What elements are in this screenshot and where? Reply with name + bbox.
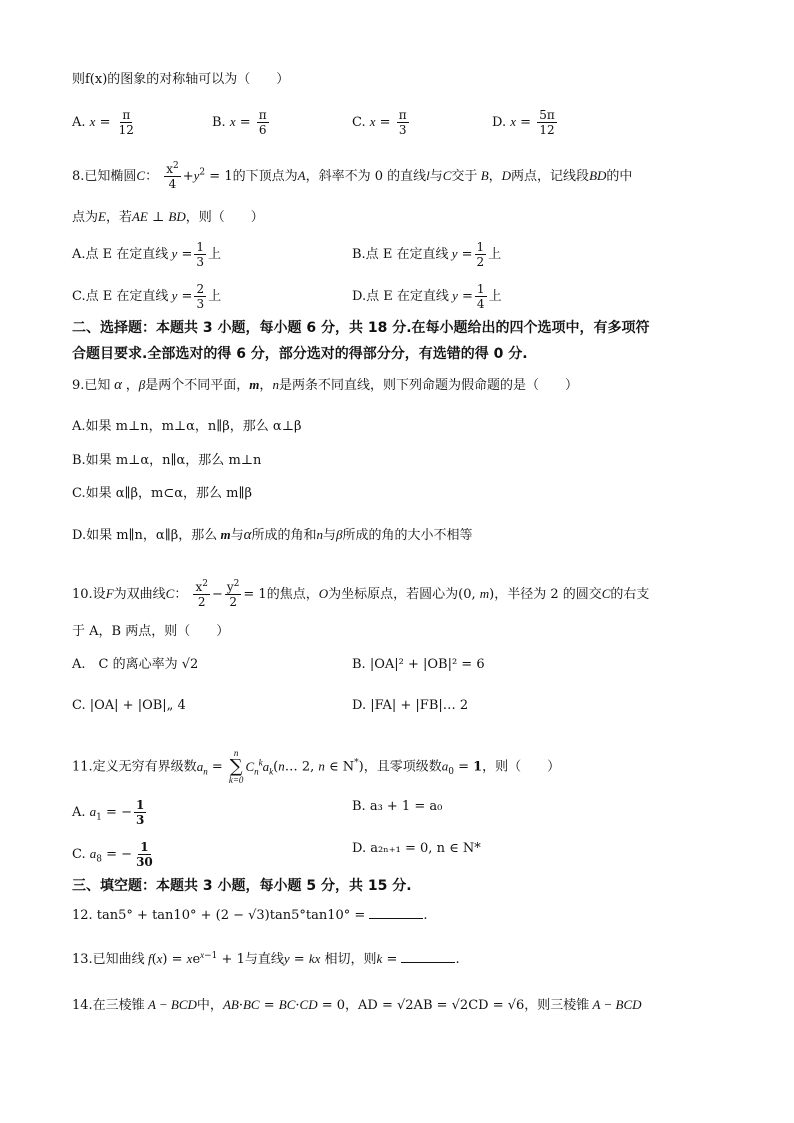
q8-b-den: 2	[476, 255, 485, 269]
q8-text: ，斜率不为 0 的直线	[305, 169, 427, 184]
q10-line1: 10.设F为双曲线C： $\frac{x^2}{2}$ − $\frac{y^2}{2}$ = 1的焦点，O为坐标原点，若圆心为(0, m)，半径为 2 的圆交C的右支	[72, 579, 650, 609]
q8-option-text: D.点 E 在定直线	[352, 289, 449, 304]
q8-line1: 8.已知椭圆C： $\frac{x^2}{4}$ $+y^2 = 1$的下顶点为A，斜率不为 0 的直线l与C交于 B，D两点，记线段BD的中	[72, 161, 633, 191]
q7-option-c-label: C.	[352, 115, 366, 130]
q10-a-value: √2	[181, 657, 199, 672]
q11-text: ，则（ ）	[482, 759, 561, 775]
q9-stem: 9.已知 α ，β是两个不同平面，m，n是两条不同直线，则下列命题为假命题的是（ ）	[72, 377, 578, 393]
q13-text: 与直线	[244, 952, 284, 967]
q11-a-label: A.	[72, 805, 86, 820]
q14-text: ，AD = √2AB = √2CD = √6，则三棱锥	[345, 998, 590, 1013]
q7-d-den: 12	[539, 123, 555, 137]
q9-d-text: 与	[323, 528, 337, 543]
q8-line2: 点为E，若AE ⊥ BD，则（ ）	[72, 209, 264, 225]
q8-on: 上	[488, 289, 502, 304]
q11-stem: 11.定义无穷有界级数$a_n$ = n ∑ k=0 $C_n^ka_k(n\dots$ 2, n ∈ N*)，且零项级数$a_0 = 1$，则（ ）	[72, 748, 561, 785]
q11-a-num: 1	[135, 798, 145, 812]
q11-c-den: 30	[136, 855, 153, 869]
q7-option-a: A. x = $\frac{\pi}{12}$	[72, 108, 134, 137]
q8-option-d: D.点 E 在定直线 y = $\frac{1}{4}$ 上	[352, 282, 502, 311]
q10-line2: 于 A，B 两点，则（ ）	[72, 624, 230, 639]
q10-option-c: C. |OA| + |OB|„ 4	[72, 698, 186, 713]
q11-c-label: C.	[72, 847, 86, 862]
q13-answer-blank[interactable]	[401, 950, 455, 963]
q7-option-d: D. x = $\frac{5\pi}{12}$	[492, 108, 555, 137]
section2-heading-line2: 合题目要求.全部选对的得 6 分，部分选对的得部分分，有选错的得 0 分.	[72, 346, 528, 362]
q14-text: 14.在三棱锥	[72, 998, 145, 1013]
q8-text: 交于	[451, 169, 478, 184]
q8-a-num: 1	[196, 240, 204, 254]
q8-c-den: 3	[196, 297, 205, 311]
q11-option-d: D. a₂ₙ₊₁ = 0, n ∈ N*	[352, 841, 481, 856]
q13: 13.已知曲线 $f(x) = xe^{x-1} + 1$与直线y = kx 相切，则k = .	[72, 949, 460, 967]
q10-text: 10.设	[72, 587, 106, 602]
q10-text: 的焦点，	[266, 587, 319, 602]
q7-d-num: 5π	[539, 108, 555, 122]
q8-text: 的中	[606, 169, 633, 184]
q8-text: ，若	[105, 210, 132, 225]
q9-d-text: 所成的角的大小不相等	[342, 528, 473, 543]
q8-text: 8.已知椭圆	[72, 169, 137, 184]
section3-heading: 三、填空题：本题共 3 小题，每小题 5 分，共 15 分.	[72, 878, 412, 894]
q8-c-num: 2	[196, 282, 205, 296]
q7-option-a-label: A.	[72, 115, 86, 130]
q10-text: ，半径为 2 的圆交	[494, 587, 602, 602]
q7-a-den: 12	[118, 123, 134, 137]
q8-text: 两点，记线段	[511, 169, 590, 184]
q12-text: 12. tan5° + tan10° + (2 − √3)tan5°tan10° =	[72, 908, 370, 923]
q10-text: 为双曲线	[113, 587, 166, 602]
q7-c-num: π	[398, 108, 407, 122]
q8-d-den: 4	[476, 297, 485, 311]
q10-option-b: B. |OA|² + |OB|² = 6	[352, 657, 485, 672]
q8-option-c: C.点 E 在定直线 y = $\frac{2}{3}$ 上	[72, 282, 222, 311]
q9-d-text: 与	[230, 528, 244, 543]
q10-text: 为坐标原点，若圆心为	[328, 587, 459, 602]
q10-option-d: D. |FA| + |FB|… 2	[352, 698, 469, 713]
q11-text: 11.定义无穷有界级数	[72, 759, 197, 775]
q9-text: 是两个不同平面，	[145, 378, 250, 393]
q11-c-num: 1	[140, 840, 149, 854]
q8-text: 的下顶点为	[232, 169, 298, 184]
q10-text: 的右支	[610, 587, 650, 602]
q11-option-c: C. $a_8$ = − $\frac{1}{30}$	[72, 840, 153, 869]
q9-option-c: C.如果 α∥β，m⊂α，那么 m∥β	[72, 486, 253, 501]
q14-text: 中，	[196, 998, 223, 1013]
q12: 12. tan5° + tan10° + (2 − √3)tan5°tan10° = .	[72, 908, 428, 923]
q8-option-text: A.点 E 在定直线	[72, 247, 169, 262]
q7-option-c: C. x = $\frac{\pi}{3}$	[352, 108, 407, 137]
q9-option-b: B.如果 m⊥α，n∥α，那么 m⊥n	[72, 453, 262, 468]
q8-on: 上	[488, 247, 502, 262]
q7-option-b-label: B.	[212, 115, 226, 130]
q8-on: 上	[207, 247, 221, 262]
q11-a-den: 3	[135, 813, 145, 827]
q10-a-text: A. C 的离心率为	[72, 657, 178, 672]
q9-text: 9.已知	[72, 378, 111, 393]
q8-option-text: B.点 E 在定直线	[352, 247, 449, 262]
q8-text: ，则（ ）	[185, 210, 264, 225]
q8-option-text: C.点 E 在定直线	[72, 289, 169, 304]
q14: 14.在三棱锥 A − BCD中，AB·BC = BC·CD = 0，AD = √2AB = √2CD = √6，则三棱锥 A − BCD	[72, 997, 642, 1013]
q13-text: 13.已知曲线	[72, 952, 145, 967]
q8-text: 点为	[72, 210, 99, 225]
q7-b-num: π	[258, 108, 267, 122]
q11-text: ，且零项级数	[363, 759, 442, 775]
q8-option-a: A.点 E 在定直线 y = $\frac{1}{3}$ 上	[72, 240, 221, 269]
q11-option-a: A. $a_1$ = − $\frac{1}{3}$	[72, 798, 145, 827]
q12-answer-blank[interactable]	[369, 906, 423, 919]
q7-a-num: π	[122, 108, 131, 122]
q8-a-den: 3	[196, 255, 204, 269]
q9-text: 是两条不同直线，则下列命题为假命题的是（ ）	[278, 378, 578, 393]
q11-option-b: B. a₃ + 1 = a₀	[352, 799, 443, 814]
q9-option-d: D.如果 m∥n，α∥β，那么 m与α所成的角和n与β所成的角的大小不相等	[72, 527, 473, 543]
section2-heading-line1: 二、选择题：本题共 3 小题，每小题 6 分，共 18 分.在每小题给出的四个选项中，有多项符	[72, 320, 650, 336]
q9-option-a: A.如果 m⊥n，m⊥α，n∥β，那么 α⊥β	[72, 419, 302, 434]
q8-d-num: 1	[476, 282, 485, 296]
q7-option-b: B. x = $\frac{\pi}{6}$	[212, 108, 267, 137]
q8-on: 上	[208, 289, 222, 304]
q7-option-d-label: D.	[492, 115, 507, 130]
q9-d-text: 所成的角和	[251, 528, 317, 543]
q8-text: 与	[429, 169, 443, 184]
q9-d-text: D.如果 m∥n，α∥β，那么	[72, 528, 218, 543]
q10-option-a	[72, 656, 198, 674]
q8-b-num: 1	[476, 240, 485, 254]
q7-b-den: 6	[258, 123, 267, 137]
q7-stem: 则f(x)的图象的对称轴可以为（ ）	[72, 72, 290, 87]
q7-c-den: 3	[398, 123, 407, 137]
q8-option-b: B.点 E 在定直线 y = $\frac{1}{2}$ 上	[352, 240, 502, 269]
q13-text: 相切，则	[324, 952, 377, 967]
